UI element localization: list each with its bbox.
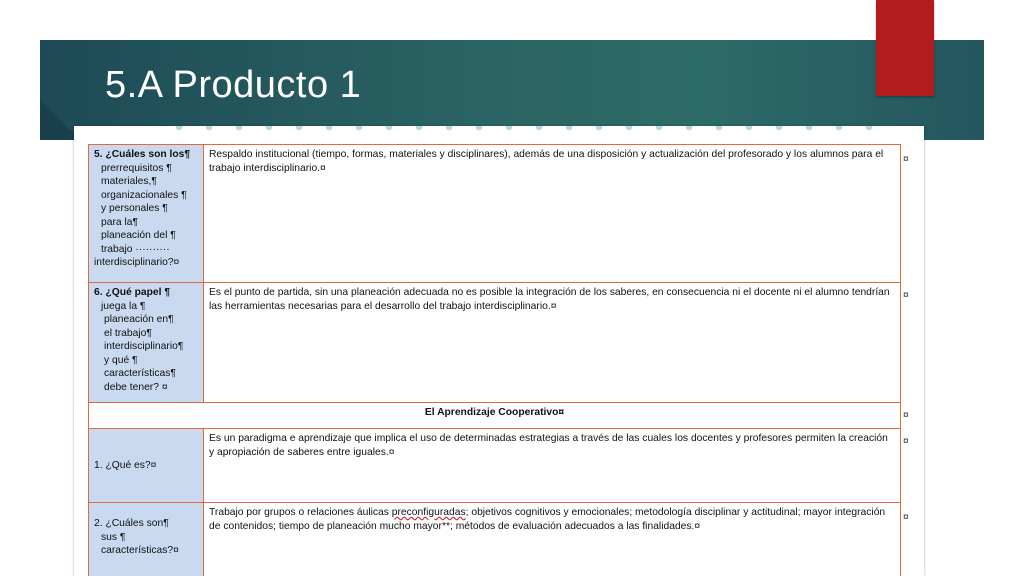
- question-line: para la¶: [101, 216, 139, 228]
- decorative-dots: [164, 126, 884, 132]
- answer-cell: Respaldo institucional (tiempo, formas, materiales y disciplinares), además de una disposición y actualización del profesorado y los alumnos para el trabajo interdisciplinario.¤: [204, 145, 901, 283]
- question-line: 1. ¿Qué es?¤: [94, 459, 157, 471]
- section-header-row: [89, 403, 901, 429]
- answer-text: Trabajo por grupos o relaciones áulicas: [209, 507, 392, 518]
- answer-text: ; objetivos cognitivos y emocionales; metodología disciplinar y actitudinal; mayor integración de contenidos; tiempo de planeación mucho mayor**; métodos de evaluación adecuados a las finalidades.¤: [209, 507, 886, 532]
- question-line: trabajo ··········: [101, 243, 170, 255]
- question-line: debe tener? ¤: [104, 381, 168, 393]
- question-line: organizacionales ¶: [101, 189, 187, 201]
- question-line: el trabajo¶: [104, 327, 152, 339]
- section-header: El Aprendizaje Cooperativo¤: [89, 403, 901, 429]
- question-line: 2. ¿Cuáles son¶: [94, 518, 169, 529]
- slide-title: 5.A Producto 1: [105, 64, 362, 106]
- end-of-row-marker: ¤: [903, 154, 909, 165]
- red-accent-tab: [876, 0, 934, 96]
- question-line: interdisciplinario¶: [104, 341, 184, 352]
- table-row: [89, 429, 901, 503]
- question-line: interdisciplinario?¤: [94, 257, 180, 268]
- answer-cell: Es el punto de partida, sin una planeación adecuada no es posible la integración de los saberes, en consecuencia ni el docente ni el alumno tendrían las herramientas necesarias para el desarrollo del trabajo interdisciplinario.¤: [204, 283, 901, 403]
- question-line: y qué ¶: [104, 354, 138, 366]
- table-row: [89, 283, 901, 403]
- question-line: características?¤: [101, 545, 179, 556]
- question-cell: [89, 283, 204, 403]
- question-line: sus ¶: [101, 531, 126, 543]
- question-line: 5. ¿Cuáles son los¶: [94, 149, 191, 160]
- end-of-row-marker: ¤: [903, 410, 909, 421]
- end-of-row-marker: ¤: [903, 290, 909, 301]
- question-line: prerrequisitos ¶: [101, 162, 172, 174]
- end-of-row-marker: ¤: [903, 512, 909, 523]
- question-cell: [89, 429, 204, 503]
- question-line: materiales,¶: [101, 176, 157, 187]
- question-cell: [89, 145, 204, 283]
- document-page: [74, 126, 924, 576]
- question-line: juega la ¶: [101, 300, 146, 312]
- answer-cell: Es un paradigma e aprendizaje que implica el uso de determinadas estrategias a través de las cuales los docentes y profesores permiten la creación y apropiación de saberes entre iguales.¤: [204, 429, 901, 503]
- product-table: [88, 144, 901, 576]
- question-line: y personales ¶: [101, 203, 168, 214]
- question-line: características¶: [104, 368, 176, 379]
- question-line: planeación en¶: [104, 314, 174, 325]
- answer-cell: [204, 503, 901, 576]
- question-cell: [89, 503, 204, 576]
- question-line: planeación del ¶: [101, 230, 176, 241]
- table-row: [89, 145, 901, 283]
- answer-text-misspelled: preconfiguradas: [391, 507, 466, 518]
- table-row: [89, 503, 901, 576]
- end-of-row-marker: ¤: [903, 436, 909, 447]
- question-line: 6. ¿Qué papel ¶: [94, 287, 171, 298]
